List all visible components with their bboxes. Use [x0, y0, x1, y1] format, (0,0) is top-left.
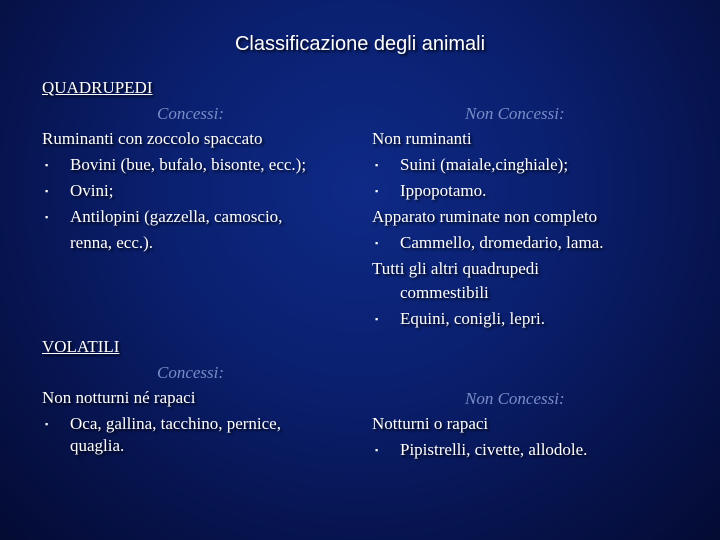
square-bullet-icon: ▪ [45, 186, 49, 196]
list-item-continuation: quaglia. [70, 436, 125, 455]
volatili-heading: VOLATILI [42, 337, 120, 356]
list-item: Equini, conigli, lepri. [400, 309, 545, 328]
page-title: Classificazione degli animali [234, 33, 486, 55]
volatili-non-concessi-group: Notturni o rapaci [372, 414, 489, 433]
volatili-concessi-group: Non notturni né rapaci [42, 388, 196, 407]
square-bullet-icon: ▪ [375, 186, 379, 196]
square-bullet-icon: ▪ [375, 238, 379, 248]
volatili-concessi-label: Concessi: [157, 363, 225, 382]
list-item: Cammello, dromedario, lama. [400, 233, 604, 252]
list-item: Ovini; [70, 181, 114, 200]
list-item: Suini (maiale,cinghiale); [400, 155, 569, 174]
quadrupedi-heading: QUADRUPEDI [42, 78, 153, 97]
list-item: Ippopotamo. [400, 181, 487, 200]
quadrupedi-non-concessi-group3: Tutti gli altri quadrupedi [372, 259, 540, 278]
volatili-non-concessi-label: Non Concessi: [465, 389, 565, 408]
list-item: Oca, gallina, tacchino, pernice, [70, 414, 281, 433]
square-bullet-icon: ▪ [375, 445, 379, 455]
quadrupedi-non-concessi-group2: Apparato ruminate non completo [372, 207, 598, 226]
quadrupedi-non-concessi-label: Non Concessi: [465, 104, 565, 123]
square-bullet-icon: ▪ [375, 160, 379, 170]
list-item: Bovini (bue, bufalo, bisonte, ecc.); [70, 155, 307, 174]
quadrupedi-non-concessi-group3-continuation: commestibili [400, 283, 489, 302]
square-bullet-icon: ▪ [45, 160, 49, 170]
square-bullet-icon: ▪ [45, 419, 49, 429]
quadrupedi-concessi-label: Concessi: [157, 104, 225, 123]
list-item: Antilopini (gazzella, camoscio, [70, 207, 283, 226]
square-bullet-icon: ▪ [45, 212, 49, 222]
list-item-continuation: renna, ecc.). [70, 233, 154, 252]
quadrupedi-concessi-group: Ruminanti con zoccolo spaccato [42, 129, 263, 148]
list-item: Pipistrelli, civette, allodole. [400, 440, 588, 459]
quadrupedi-non-concessi-group1: Non ruminanti [372, 129, 472, 148]
square-bullet-icon: ▪ [375, 314, 379, 324]
